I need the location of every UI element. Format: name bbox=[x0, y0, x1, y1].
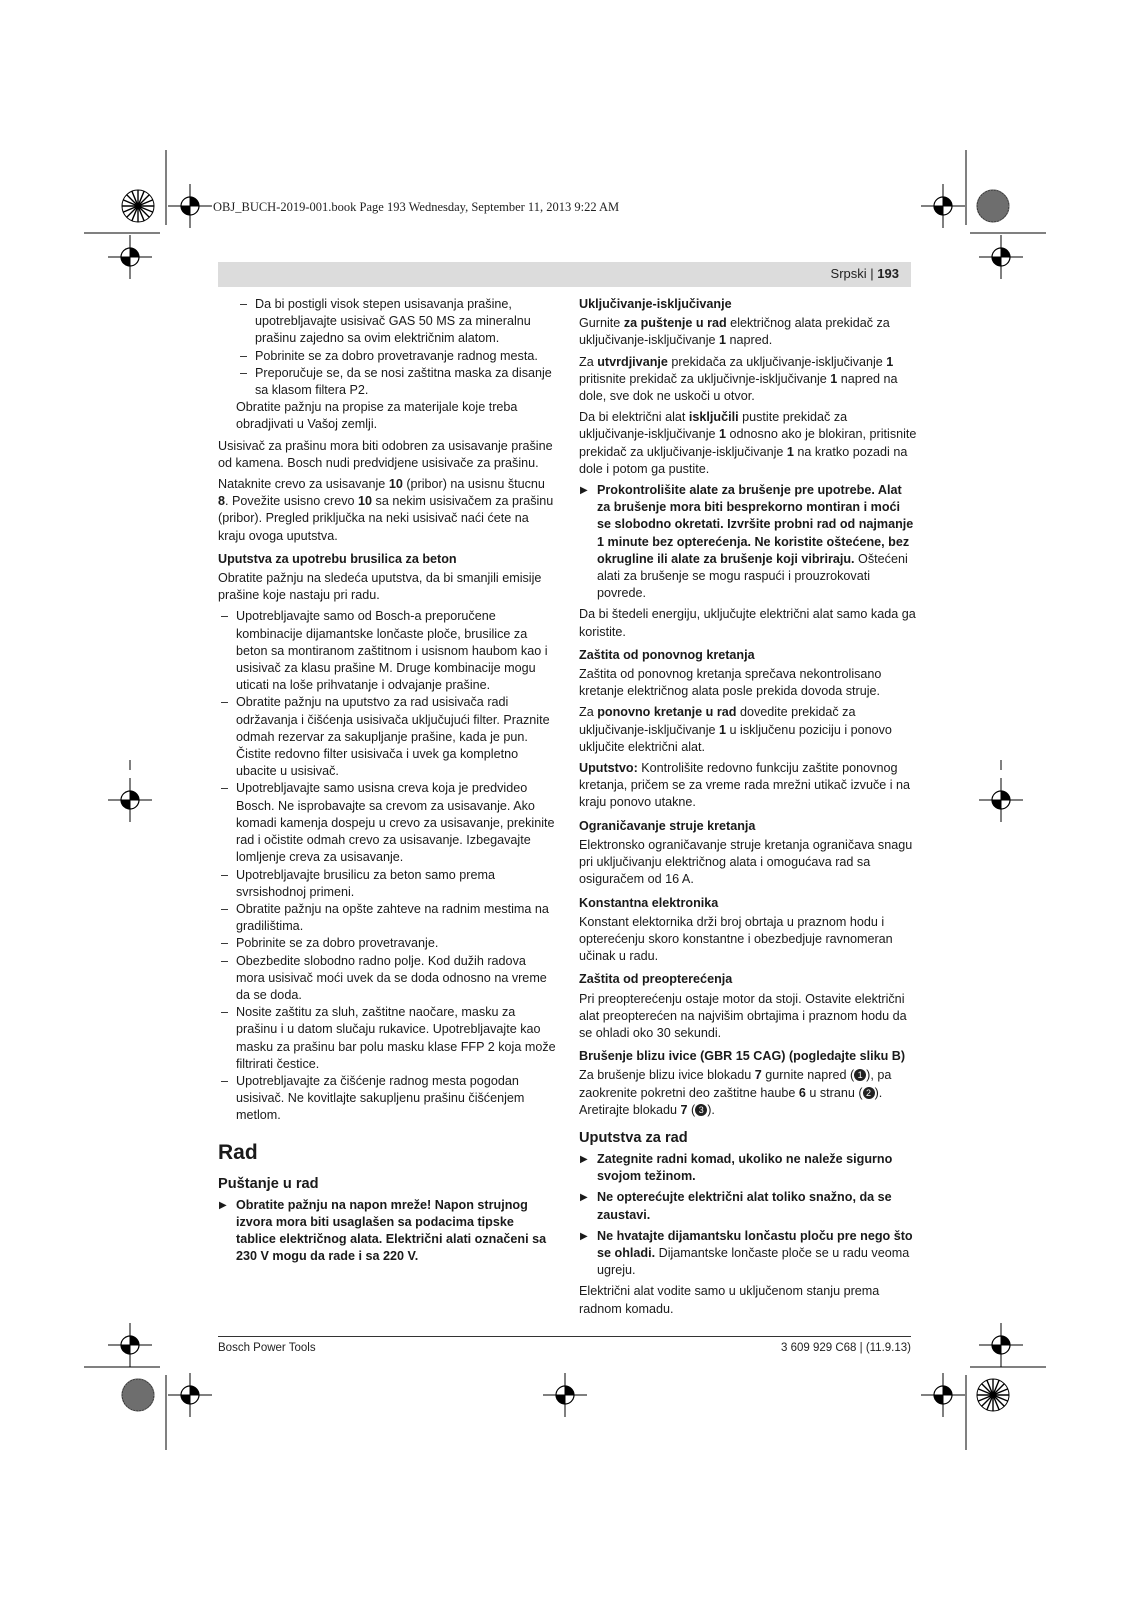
current-paragraph: Elektronsko ograničavanje struje kretanja ograničava snagu pri uključivanju električnog alata i omogućava rad sa osiguračem od 16 A. bbox=[579, 837, 913, 887]
switch-off-paragraph: Da bi električni alat isključili pustite prekidač za uključivanje-isključivanje 1 odnosno ako je blokiran, pritisnite prekidač za uključivanje-isključivanje 1 na kratko pozadi na dole i potom ga pustite. bbox=[579, 410, 917, 476]
page-header bbox=[218, 262, 911, 287]
concrete-heading: Uputstva za upotrebu brusilica za beton bbox=[218, 551, 457, 566]
edge-paragraph: Za brušenje blizu ivice blokadu 7 gurnite napred ( 1 ), pa zaokrenite pokretni deo zaštitne haube 6 u stranu ( 2 ). Aretirajte blokadu 7 ( 3 ). bbox=[579, 1068, 892, 1117]
work-final-paragraph: Električni alat vodite samo u uključenom stanju prema radnom komadu. bbox=[579, 1284, 880, 1316]
restart-note: Uputstvo: Kontrolišite redovno funkciju zaštite ponovnog kretanja, pričem se za vreme rada mrežni utikač izvuče i na kraju ponovo utakne. bbox=[579, 761, 911, 810]
current-heading: Ograničavanje struje kretanja bbox=[579, 818, 756, 833]
dust-bullets bbox=[218, 296, 556, 399]
list-item: – Nosite zaštitu za sluh, zaštitne naočare, masku za prašinu i u datom slučaju rukavice. Upotrebljavajte kao masku za prašinu bar polu masku klase FFP 2 koja može filtrirati čestice. bbox=[218, 1004, 556, 1073]
const-paragraph: Konstant elektornika drži broj obrtaja u praznom hodu i opterećenju skoro konstantne i obezbedjuje ravnomeran učinak u radu. bbox=[579, 914, 893, 964]
list-item: – Pobrinite se za dobro provetravanje radnog mesta. bbox=[218, 348, 556, 365]
restart-paragraph-2: Za ponovno kretanje u rad dovedite prekidač za uključivanje-isključivanje 1 u isključenu poziciju i ponovo uključite električni alat. bbox=[579, 705, 892, 754]
work-heading: Uputstva za rad bbox=[579, 1129, 688, 1146]
left-column bbox=[218, 296, 556, 1269]
footer-doc-number: 3 609 929 C68 | (11.9.13) bbox=[780, 1342, 911, 1354]
step-1-icon: 1 bbox=[854, 1069, 866, 1081]
regulations-paragraph: Obratite pažnju na propise za materijale koje treba obradjivati u Vašoj zemlji. bbox=[236, 400, 518, 432]
right-column bbox=[579, 296, 917, 1322]
header-label bbox=[831, 266, 899, 281]
header-separator: | bbox=[870, 266, 874, 281]
switch-lock-paragraph: Za utvrdjivanje prekidača za uključivanje-isključivanje 1 pritisnite prekidač za uključivnje-isključivanje 1 napred na dole, sve dok ne uskoči u otvor. bbox=[579, 354, 898, 404]
hose-paragraph: Nataknite crevo za usisavanje 10 (pribor) na usisnu štucnu 8. Povežite usisno crevo 10 sa nekim usisivačem za prašinu (pribor). Pregled priključka na neki usisivač naći ćete na kraju ovoga uputstva. bbox=[218, 477, 554, 543]
const-heading: Konstantna elektronika bbox=[579, 895, 719, 910]
page-number: 193 bbox=[877, 266, 899, 281]
work-warning-3: ▶ Ne hvatajte dijamantsku lončastu ploču pre nego što se ohladi. Dijamantske lončaste ploče se u radu veoma ugreju. bbox=[579, 1228, 917, 1280]
list-item: – Upotrebljavajte samo usisna creva koja je predvideo Bosch. Ne isprobavajte sa crevom za usisavanje. Ako komadi kamenja dospeju u crevo za usisavanje, prekinite rad i očistite odmah crevo za usisavanje. Izbegavajte lomljenje creva za usisavanje. bbox=[218, 780, 556, 866]
book-file-info: OBJ_BUCH-2019-001.book Page 193 Wednesday, September 11, 2013 9:22 AM bbox=[213, 200, 620, 214]
concrete-bullets bbox=[218, 608, 556, 1124]
list-item: – Obratite pažnju na uputstvo za rad usisivača radi održavanja i čišćenja usisivača uključujući filter. Praznite odmah rezervar za sakupljanje prašine, kada je pun. Čistite redovno filter usisivača i uvek ga kompletno ubacite u usisivač. bbox=[218, 694, 556, 780]
start-heading: Puštanje u rad bbox=[218, 1175, 319, 1192]
work-warning-2: ▶ Ne opterećujte električni alat toliko snažno, da se zaustavi. bbox=[579, 1189, 917, 1223]
rad-heading: Rad bbox=[218, 1140, 258, 1164]
step-3-icon: 3 bbox=[695, 1104, 707, 1116]
section-name: Srpski bbox=[830, 266, 867, 281]
switch-heading: Uključivanje-isključivanje bbox=[579, 297, 732, 311]
list-item: – Upotrebljavajte brusilicu za beton samo prema svrsishodnoj primeni. bbox=[218, 867, 556, 901]
check-tools-warning: ▶ Prokontrolišite alate za brušenje pre upotrebe. Alat za brušenje mora biti besprekorno montiran i moći se slobodno okretati. Izvršite probni rad od najmanje 1 minute bez opterećenja. Ne koristite oštećene, bez okrugline ili alate za brušenje koji vibriraju. Oštećeni alati za brušenje se mogu raspući i prouzrokovati povrede. bbox=[579, 482, 917, 602]
edge-heading: Brušenje blizu ivice (GBR 15 CAG) (pogledajte sliku B) bbox=[579, 1049, 906, 1064]
list-item: – Obratite pažnju na opšte zahteve na radnim mestima na gradilištima. bbox=[218, 901, 556, 935]
list-item: – Upotrebljavajte samo od Bosch-a preporučene kombinacije dijamantske lončaste ploče, brusilice za beton sa montiranom zaštitnom i usisnom haubom kao i usisivač za klasu prašine M. Druge kombinacije mogu uticati na loše prihvatanje i odvajanje prašine. bbox=[218, 608, 556, 694]
list-item: – Preporučuje se, da se nosi zaštitna maska za disanje sa klasom filtera P2. bbox=[218, 365, 556, 399]
switch-on-paragraph: Gurnite za puštenje u rad električnog alata prekidač za uključivanje-isključivanje 1 napred. bbox=[579, 316, 890, 348]
energy-paragraph: Da bi štedeli energiju, uključujte električni alat samo kada ga koristite. bbox=[579, 607, 916, 639]
overload-paragraph: Pri preopterećenju ostaje motor da stoji. Ostavite električni alat preopterećen na najvišim obrtajima i praznom hodu da se ohladi oko 30 sekundi. bbox=[579, 991, 907, 1040]
list-item: – Da bi postigli visok stepen usisavanja prašine, upotrebljavajte usisivač GAS 50 MS za mineralnu prašinu zajedno sa ovim električnim alatom. bbox=[218, 296, 556, 348]
footer-brand: Bosch Power Tools bbox=[218, 1342, 316, 1354]
restart-paragraph: Zaštita od ponovnog kretanja sprečava nekontrolisano kretanje električnog alata posle prekida dovoda struje. bbox=[579, 667, 882, 699]
concrete-intro: Obratite pažnju na sledeća uputstva, da bi smanjili emisije prašine koje nastaju pri radu. bbox=[218, 571, 542, 603]
vacuum-approval-paragraph: Usisivač za prašinu mora biti odobren za usisavanje prašine od kamena. Bosch nudi predvidjene usisivače za prašinu. bbox=[218, 438, 553, 470]
restart-heading: Zaštita od ponovnog kretanja bbox=[579, 647, 755, 662]
footer-divider bbox=[218, 1336, 911, 1337]
list-item: – Obezbedite slobodno radno polje. Kod dužih radova mora usisivač moći uvek da se doda odnosno na vreme da se doda. bbox=[218, 953, 556, 1005]
work-warning-1: ▶ Zategnite radni komad, ukoliko ne naleže sigurno svojom težinom. bbox=[579, 1151, 917, 1185]
list-item: – Pobrinite se za dobro provetravanje. bbox=[218, 935, 556, 952]
list-item: – Upotrebljavajte za čišćenje radnog mesta pogodan usisivač. Ne kovitlajte sakupljenu prašinu čišćenjem metlom. bbox=[218, 1073, 556, 1125]
step-2-icon: 2 bbox=[863, 1087, 875, 1099]
overload-heading: Zaštita od preopterećenja bbox=[579, 972, 733, 987]
voltage-warning: ▶ Obratite pažnju na napon mreže! Napon strujnog izvora mora biti usaglašen sa podacima tipske tablice električnog alata. Električni alati označeni sa 230 V mogu da rade i sa 220 V. bbox=[218, 1197, 556, 1266]
